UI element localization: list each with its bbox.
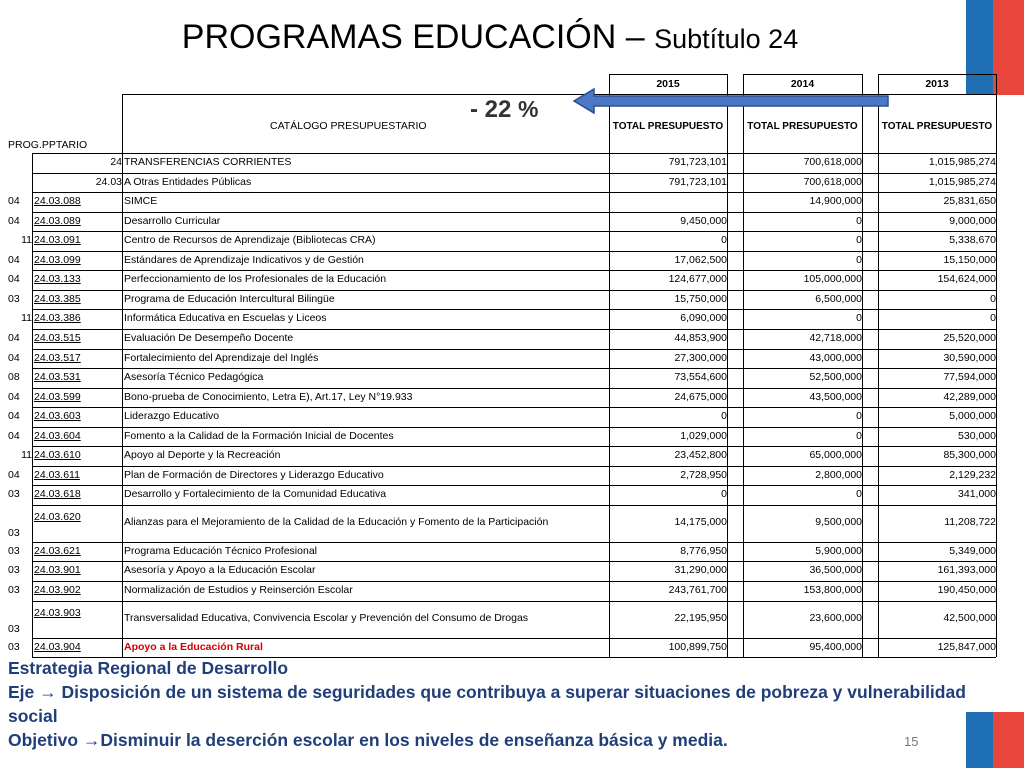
value-2014: 0	[856, 214, 862, 227]
prog-code: 11	[21, 449, 32, 462]
title-sub: Subtítulo 24	[654, 24, 799, 54]
account-name: Liderazgo Educativo	[124, 410, 220, 423]
table-rule	[32, 446, 996, 447]
value-2013: 5,338,670	[949, 234, 996, 247]
value-2013: 161,393,000	[937, 564, 996, 577]
prog-code: 04	[8, 410, 20, 423]
table-rule	[32, 231, 996, 232]
account-code-link: 24.03.604	[34, 429, 81, 442]
value-2014: 95,400,000	[809, 640, 862, 653]
value-2014: 36,500,000	[809, 564, 862, 577]
value-2015: 22,195,950	[674, 611, 727, 624]
account-name: A Otras Entidades Públicas	[124, 175, 252, 188]
value-2013: 25,831,650	[943, 195, 996, 208]
account-name: Programa de Educación Intercultural Bilingüe	[124, 292, 335, 305]
table-rule	[32, 251, 996, 252]
total-header: TOTAL PRESUPUESTO	[612, 121, 724, 132]
page-number: 15	[904, 734, 919, 749]
table-rule	[727, 94, 728, 657]
account-name: Evaluación De Desempeño Docente	[124, 331, 294, 344]
prog-code: 03	[8, 564, 20, 577]
value-2013: 42,500,000	[943, 611, 996, 624]
table-rule	[32, 542, 996, 543]
value-2013: 341,000	[958, 488, 996, 501]
value-2014: 0	[856, 253, 862, 266]
table-rule	[32, 309, 996, 310]
table-rule	[32, 290, 996, 291]
table-rule	[32, 212, 996, 213]
value-2013: 0	[990, 292, 996, 305]
value-2014: 23,600,000	[809, 611, 862, 624]
year-header-2015: 2015	[656, 78, 680, 90]
footer-axis: Eje → Disposición de un sistema de seguridades que contribuya a superar situaciones de pobreza y vulnerabilidad social	[8, 682, 966, 726]
account-name: Asesoría Técnico Pedagógica	[124, 371, 264, 384]
table-rule	[743, 74, 862, 75]
value-2015: 17,062,500	[674, 253, 727, 266]
value-2015: 100,899,750	[668, 640, 727, 653]
table-rule	[32, 485, 996, 486]
value-2014: 43,000,000	[809, 351, 862, 364]
account-name: Desarrollo Curricular	[124, 214, 221, 227]
account-code-link: 24.03.089	[34, 214, 81, 227]
value-2014: 0	[856, 234, 862, 247]
left-arrow-icon	[572, 86, 892, 116]
value-2014: 14,900,000	[809, 195, 862, 208]
prog-code: 03	[8, 584, 20, 596]
account-code-link: 24.03.610	[34, 449, 81, 462]
table-rule	[609, 74, 727, 75]
account-name: Transversalidad Educativa, Convivencia Escolar y Prevención del Consumo de Drogas	[124, 611, 529, 624]
prog-code: 04	[8, 351, 20, 364]
account-name: Apoyo al Deporte y la Recreación	[124, 449, 281, 462]
table-rule	[32, 388, 996, 389]
footer-objective: Objetivo →Disminuir la deserción escolar en los niveles de enseñanza básica y media.	[8, 730, 728, 750]
account-name: Informática Educativa en Escuelas y Liceos	[124, 312, 327, 325]
value-2015: 124,677,000	[668, 273, 727, 286]
account-name: SIMCE	[124, 195, 158, 208]
brand-strip-bottom	[966, 712, 1024, 768]
account-code-link: 24.03.611	[34, 468, 80, 481]
table-rule	[122, 153, 123, 657]
account-name: Centro de Recursos de Aprendizaje (Bibliotecas CRA)	[124, 234, 376, 247]
table-rule	[32, 153, 33, 657]
table-rule	[32, 192, 996, 193]
prog-code: 03	[8, 640, 20, 653]
value-2014: 43,500,000	[809, 390, 862, 403]
table-rule	[32, 427, 996, 428]
account-name: Estándares de Aprendizaje Indicativos y de Gestión	[124, 253, 364, 266]
value-2015: 27,300,000	[674, 351, 727, 364]
value-2015: 73,554,600	[674, 371, 727, 384]
account-code-link: 24.03.088	[34, 195, 81, 208]
account-code: 24	[110, 156, 122, 168]
table-rule	[32, 349, 996, 350]
prog-code: 03	[8, 544, 20, 557]
value-2014: 42,718,000	[809, 331, 862, 344]
value-2015: 31,290,000	[674, 564, 727, 577]
table-rule	[32, 368, 996, 369]
account-code-link: 24.03.515	[34, 331, 81, 344]
account-code-link: 24.03.385	[34, 292, 81, 305]
value-2014: 0	[856, 488, 862, 501]
account-name: Fortalecimiento del Aprendizaje del Inglés	[124, 351, 319, 364]
total-header: TOTAL PRESUPUESTO	[881, 121, 993, 132]
title-main: PROGRAMAS EDUCACIÓN	[181, 18, 617, 56]
account-name: Plan de Formación de Directores y Liderazgo Educativo	[124, 468, 384, 481]
table-rule	[32, 466, 996, 467]
table-rule	[32, 173, 996, 174]
percent-value: - 22	[470, 96, 512, 123]
account-code-link: 24.03.091	[34, 234, 81, 247]
value-2014: 5,900,000	[815, 544, 862, 557]
account-name: Bono-prueba de Conocimiento, Letra E), Art.17, Ley N°19.933	[124, 390, 413, 403]
value-2013: 9,000,000	[949, 214, 996, 227]
table-rule	[122, 94, 123, 153]
value-2013: 154,624,000	[937, 273, 996, 286]
value-2014: 0	[856, 429, 862, 442]
value-2015: 0	[721, 234, 727, 247]
prog-code: 04	[8, 468, 20, 481]
value-2014: 52,500,000	[809, 371, 862, 384]
value-2015: 44,853,900	[674, 331, 727, 344]
value-2014: 153,800,000	[803, 584, 862, 596]
value-2013: 30,590,000	[943, 351, 996, 364]
catalog-header: CATÁLOGO PRESUPUESTARIO	[270, 120, 427, 132]
title-dash: –	[625, 18, 645, 56]
value-2014: 2,800,000	[815, 468, 862, 481]
account-code-link: 24.03.903	[34, 606, 81, 619]
table-rule	[878, 94, 879, 657]
prog-code: 11	[21, 234, 32, 247]
value-2015: 23,452,800	[674, 449, 727, 462]
table-rule	[996, 94, 997, 657]
table-rule	[32, 329, 996, 330]
percent-sign: %	[518, 96, 539, 122]
prog-code: 03	[8, 488, 20, 501]
account-code-link: 24.03.531	[34, 371, 81, 384]
prog-code: 04	[8, 429, 20, 442]
table-rule	[32, 153, 996, 154]
value-2013: 1,015,985,274	[928, 175, 996, 188]
value-2014: 0	[856, 410, 862, 423]
account-code-link: 24.03.620	[34, 510, 81, 523]
prog-header: PROG.PPTARIO	[8, 139, 88, 151]
value-2015: 0	[721, 410, 727, 423]
value-2015: 791,723,101	[668, 175, 727, 188]
table-rule	[862, 94, 863, 657]
value-2013: 5,349,000	[949, 544, 996, 557]
table-rule	[32, 505, 996, 506]
account-name: Perfeccionamiento de los Profesionales de la Educación	[124, 273, 387, 286]
value-2015: 9,450,000	[680, 214, 727, 227]
value-2013: 15,150,000	[943, 253, 996, 266]
account-name: Apoyo a la Educación Rural	[124, 640, 263, 653]
value-2015: 2,728,950	[680, 468, 727, 481]
value-2015: 0	[721, 488, 727, 501]
account-code-link: 24.03.133	[34, 273, 81, 286]
table-rule	[878, 74, 996, 75]
prog-code: 04	[8, 253, 20, 266]
value-2014: 700,618,000	[803, 156, 862, 168]
prog-code: 03	[8, 622, 20, 635]
value-2013: 85,300,000	[943, 449, 996, 462]
account-code-link: 24.03.621	[34, 544, 81, 557]
account-name: Alianzas para el Mejoramiento de la Calidad de la Educación y Fomento de la Participación	[124, 515, 549, 528]
table-rule	[743, 94, 744, 657]
account-code-link: 24.03.901	[34, 564, 81, 577]
table-rule	[32, 561, 996, 562]
footer-strategy: Estrategia Regional de Desarrollo	[8, 658, 289, 678]
value-2013: 2,129,232	[949, 468, 996, 481]
prog-code: 11	[21, 312, 32, 325]
value-2013: 530,000	[958, 429, 996, 442]
value-2014: 6,500,000	[815, 292, 862, 305]
prog-code: 04	[8, 331, 20, 344]
account-code-link: 24.03.517	[34, 351, 81, 364]
value-2015: 791,723,101	[668, 156, 727, 168]
value-2015: 24,675,000	[674, 390, 727, 403]
account-code-link: 24.03.599	[34, 390, 81, 403]
value-2015: 243,761,700	[668, 584, 727, 596]
value-2013: 1,015,985,274	[928, 156, 996, 168]
account-code-link: 24.03.386	[34, 312, 81, 325]
value-2015: 15,750,000	[674, 292, 727, 305]
account-name: Asesoría y Apoyo a la Educación Escolar	[124, 564, 316, 577]
account-code-link: 24.03.904	[34, 640, 81, 653]
value-2013: 25,520,000	[943, 331, 996, 344]
table-rule	[32, 638, 996, 639]
value-2013: 77,594,000	[943, 371, 996, 384]
prog-code: 04	[8, 214, 20, 227]
year-header-2013: 2013	[925, 78, 949, 90]
prog-code: 08	[8, 371, 20, 384]
account-name: Programa Educación Técnico Profesional	[124, 544, 317, 557]
value-2014: 105,000,000	[803, 273, 862, 286]
strategy-footer	[8, 656, 968, 752]
prog-code: 04	[8, 195, 20, 208]
account-name: Fomento a la Calidad de la Formación Inicial de Docentes	[124, 429, 394, 442]
table-rule	[32, 601, 996, 602]
table-rule	[32, 270, 996, 271]
value-2013: 11,208,722	[944, 515, 996, 528]
value-2014: 9,500,000	[815, 515, 862, 528]
account-code-link: 24.03.099	[34, 253, 81, 266]
table-rule	[32, 581, 996, 582]
prog-code: 04	[8, 273, 20, 286]
table-rule	[996, 74, 997, 94]
value-2014: 65,000,000	[809, 449, 862, 462]
prog-code: 03	[8, 292, 20, 305]
value-2013: 42,289,000	[943, 390, 996, 403]
account-name: Normalización de Estudios y Reinserción Escolar	[124, 584, 353, 596]
value-2015: 14,175,000	[674, 515, 727, 528]
value-2013: 190,450,000	[937, 584, 996, 596]
prog-code: 04	[8, 390, 20, 403]
account-code-link: 24.03.902	[34, 584, 81, 596]
account-code: 24.03	[95, 175, 122, 188]
account-name: TRANSFERENCIAS CORRIENTES	[124, 156, 292, 168]
value-2014: 700,618,000	[803, 175, 862, 188]
table-rule	[609, 94, 610, 657]
prog-code: 03	[8, 526, 20, 539]
value-2013: 5,000,000	[949, 410, 996, 423]
value-2015: 8,776,950	[680, 544, 727, 557]
year-header-2014: 2014	[790, 78, 815, 90]
account-code-link: 24.03.618	[34, 488, 81, 501]
table-rule	[32, 407, 996, 408]
value-2014: 0	[856, 312, 862, 325]
value-2013: 125,847,000	[937, 640, 996, 653]
percent-change-label	[470, 96, 538, 124]
account-code-link: 24.03.603	[34, 410, 81, 423]
value-2013: 0	[990, 312, 996, 325]
value-2015: 1,029,000	[680, 429, 727, 442]
value-2015: 6,090,000	[680, 312, 727, 325]
account-name: Desarrollo y Fortalecimiento de la Comunidad Educativa	[124, 488, 387, 501]
total-header: TOTAL PRESUPUESTO	[747, 121, 858, 132]
